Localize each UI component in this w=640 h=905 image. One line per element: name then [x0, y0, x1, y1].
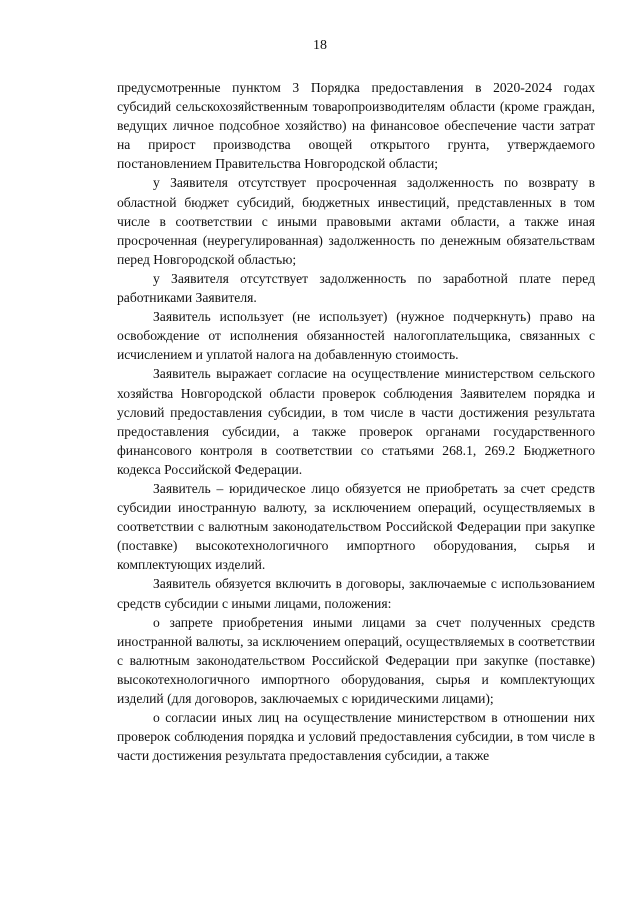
paragraph-no-overdue-debt: у Заявителя отсутствует просроченная задолженность по возврату в областной бюджет субсидий, бюджетных инвестиций, представленных в том числе в соответствии с иными правовыми актами области, а также иная просроченная (неурегулированная) задолженность по денежным обязательствам перед Новгородской областью; [117, 175, 595, 267]
paragraph-continuation: предусмотренные пунктом 3 Порядка предоставления в 2020-2024 годах субсидий сельскохозяйственным товаропроизводителям области (кроме граждан, ведущих личное подсобное хозяйство) на финансовое обеспечение части затрат на прирост производства овощей открытого грунта, утверждаемого постановлением Правительства Новгородской области; [117, 80, 595, 172]
paragraph-audit-consent-provision: о согласии иных лиц на осуществление министерством в отношении них проверок соблюдения порядка и условий предоставления субсидии, в том числе в части достижения результата предоставления субсидии, а также [117, 710, 595, 764]
paragraph-no-salary-debt: у Заявителя отсутствует задолженность по заработной плате перед работниками Заявителя. [117, 270, 595, 306]
paragraph-no-foreign-currency: Заявитель – юридическое лицо обязуется не приобретать за счет средств субсидии иностранную валюту, за исключением операций, осуществляемых в соответствии с валютным законодательством Российской Федерации при закупке (поставке) высокотехнологичного импортного оборудования, сырья и комплектующих изделий. [117, 480, 595, 573]
paragraph-consent-to-audits: Заявитель выражает согласие на осуществление министерством сельского хозяйства Новгородской области проверок соблюдения Заявителем порядка и условий предоставления субсидии, в том числе в части достижения результата предоставления субсидии, а также проверок органами государственного финансового контроля в соответствии со статьями 268.1, 269.2 Бюджетного кодекса Российской Федерации. [117, 366, 595, 477]
page-number: 18 [313, 38, 327, 53]
body-text [117, 78, 595, 765]
paragraph-vat-exemption: Заявитель использует (не использует) (нужное подчеркнуть) право на освобождение от исполнения обязанностей налогоплательщика, связанных с исчислением и уплатой налога на добавленную стоимость. [117, 309, 595, 363]
paragraph-contract-provisions: Заявитель обязуется включить в договоры, заключаемые с использованием средств субсидии с иными лицами, положения: [117, 576, 595, 611]
paragraph-currency-ban-provision: о запрете приобретения иными лицами за счет полученных средств иностранной валюты, за исключением операций, осуществляемых в соответствии с валютным законодательством Российской Федерации при закупке (поставке) высокотехнологичного импортного оборудования, сырья и комплектующих изделий (для договоров, заключаемых с юридическими лицами); [117, 614, 595, 706]
